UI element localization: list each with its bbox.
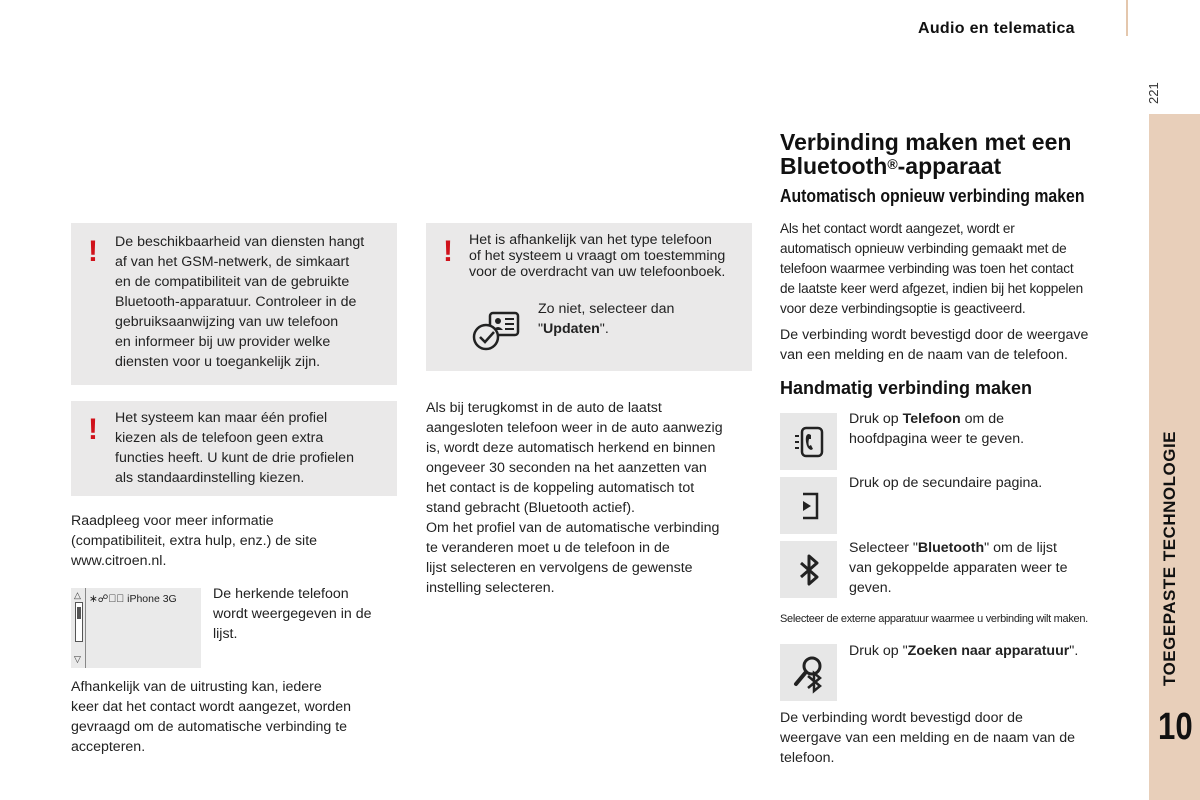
- auto-connect-paragraph: Afhankelijk van de uitrusting kan, iedere keer dat het contact wordt aangezet, worden gevraagd om de automatische verbinding te accepteren.: [71, 679, 351, 755]
- step-telephone-text: Druk op Telefoon om de hoofdpagina weer te geven.: [849, 411, 1025, 447]
- confirmation-paragraph: De verbinding wordt bevestigd door de weergave van een melding en de naam van de telefoon.: [780, 327, 1089, 363]
- phone-list-entry: ∗☍▦⃞ iPhone 3G: [89, 593, 177, 605]
- auto-reconnect-paragraph: Als het contact wordt aangezet, wordt er automatisch opnieuw verbinding gemaakt met de telefoon waarmee verbinding was toen het contact de laatste keer werd afgezet, indien bij het koppelen voor deze verbindingsoptie is geactiveerd.: [780, 221, 1084, 316]
- phone-list-screen: [71, 588, 201, 668]
- update-instruction: Zo niet, selecteer dan "Updaten".: [538, 301, 675, 337]
- scroll-up-icon: △: [74, 590, 81, 600]
- subsection-auto-reconnect: Automatisch opnieuw verbinding maken: [780, 186, 1085, 206]
- telephone-icon: [789, 422, 829, 462]
- warning-note-phonebook: [426, 223, 752, 371]
- warning-icon: !: [443, 235, 453, 268]
- phonebook-update-icon: [470, 309, 522, 355]
- chapter-number: 10: [1158, 706, 1193, 748]
- note-text: Het systeem kan maar één profiel kiezen als de telefoon geen extra functies heeft. U kunt de drie profielen als standaardinstelling kiezen.: [115, 410, 354, 486]
- section-title: Verbinding maken met een Bluetooth®-apparaat: [780, 129, 1072, 179]
- bluetooth-button[interactable]: [780, 541, 837, 598]
- secondary-page-icon: [789, 486, 829, 526]
- screen-caption: De herkende telefoon wordt weergegeven in de lijst.: [213, 586, 372, 642]
- telephone-button[interactable]: [780, 413, 837, 470]
- scroll-down-icon: ▽: [74, 654, 81, 664]
- more-info-paragraph: Raadpleeg voor meer informatie (compatibiliteit, extra hulp, enz.) de site www.citroen.nl.: [71, 513, 318, 569]
- secondary-page-button[interactable]: [780, 477, 837, 534]
- step-secondary-text: Druk op de secundaire pagina.: [849, 475, 1043, 491]
- select-device-note: Selecteer de externe apparatuur waarmee u verbinding wilt maken.: [780, 613, 1088, 625]
- header-rule: [1126, 0, 1128, 36]
- auto-recognition-paragraph: Als bij terugkomst in de auto de laatst aangesloten telefoon weer in de auto aanwezig is, wordt deze automatisch herkend en binnen ongeveer 30 seconden na het aanzetten van het contact is de koppeling automatisch tot stand gebracht (Bluetooth actief). Om het profiel van de automatische verbinding te veranderen moet u de telefoon in de lijst selecteren en vervolgens de gewenste instelling selecteren.: [426, 400, 723, 596]
- note-text: De beschikbaarheid van diensten hangt af van het GSM-netwerk, de simkaart en de compatibiliteit van de gebruikte Bluetooth-apparatuur. Controleer in de gebruiksaanwijzing van uw telefoon en informeer bij uw provider welke diensten voor u toegankelijk zijn.: [115, 234, 365, 370]
- warning-icon: !: [88, 413, 98, 446]
- step-search-text: Druk op "Zoeken naar apparatuur".: [849, 643, 1079, 659]
- subsection-manual-connect: Handmatig verbinding maken: [780, 378, 1033, 398]
- warning-note-services: [71, 223, 397, 385]
- step-bluetooth-text: Selecteer "Bluetooth" om de lijst van gekoppelde apparaten weer te geven.: [849, 540, 1068, 596]
- warning-note-profile: [71, 401, 397, 496]
- chapter-label: TOEGEPASTE TECHNOLOGIE: [1160, 430, 1179, 686]
- scrollbar: [75, 602, 83, 642]
- search-devices-icon: [788, 652, 830, 694]
- final-confirmation-paragraph: De verbinding wordt bevestigd door de weergave van een melding en de naam van de telefoon.: [780, 710, 1075, 766]
- warning-icon: !: [88, 235, 98, 268]
- note-text: Het is afhankelijk van het type telefoon of het systeem u vraagt om toestemming voor de overdracht van uw telefoonboek.: [469, 232, 726, 280]
- page-number: 221: [1146, 82, 1161, 104]
- bluetooth-status-icons: ∗☍▦⃞: [89, 593, 125, 605]
- bluetooth-icon: [789, 550, 829, 590]
- search-devices-button[interactable]: [780, 644, 837, 701]
- header-title: Audio en telematica: [918, 20, 1075, 37]
